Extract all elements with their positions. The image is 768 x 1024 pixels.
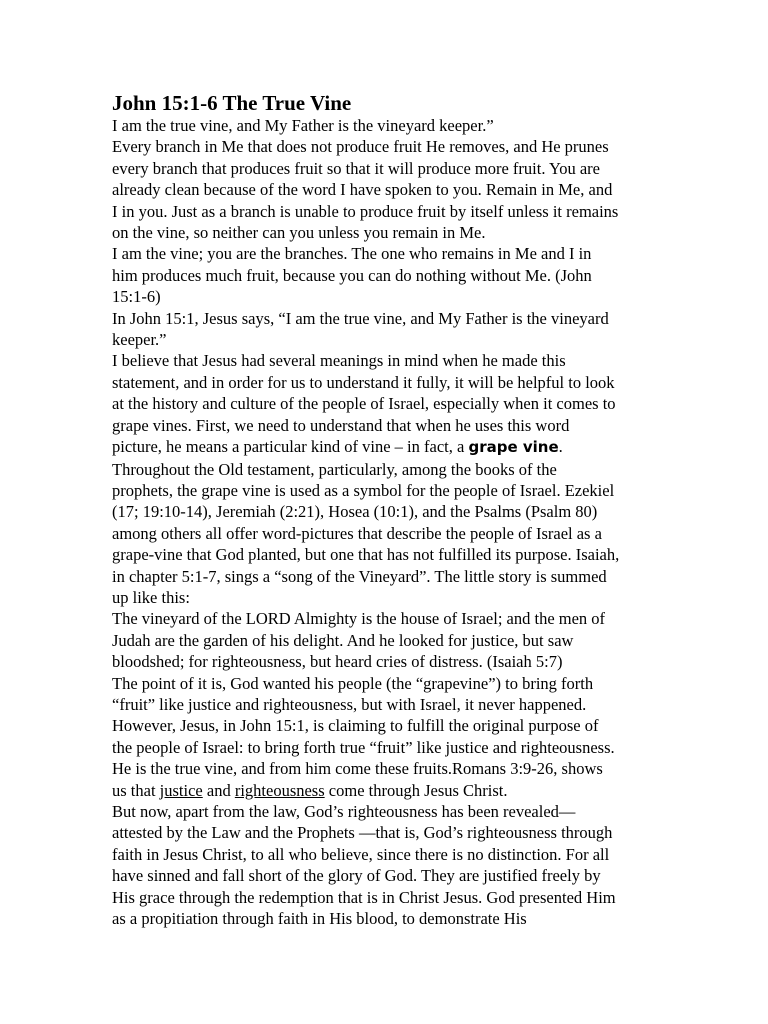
text-line: grape-vine that God planted, but one that has not fulfilled its purpose. Isaiah, [112,545,620,565]
paragraph-4 [112,308,672,351]
text-line: 15:1-6) [112,287,161,307]
text-line: in chapter 5:1-7, sings a “song of the Vineyard”. The little story is summed [112,566,607,586]
text-line: already clean because of the word I have spoken to you. Remain in Me, and [112,180,613,200]
text-line: statement, and in order for us to understand it fully, it will be helpful to look [112,372,615,392]
text-line: grape vines. First, we need to understand that when he uses this word [112,415,570,435]
text-line: as a propitiation through faith in His blood, to demonstrate His [112,909,527,929]
text-fragment: us that [112,780,160,800]
text-line: at the history and culture of the people of Israel, especially when it comes to [112,394,616,414]
text-line: on the vine, so neither can you unless you remain in Me. [112,223,486,243]
text-line [112,436,672,458]
text-line: I in you. Just as a branch is unable to produce fruit by itself unless it remains [112,201,619,221]
paragraph-7-quote [112,608,672,672]
righteousness-link[interactable]: righteousness [234,780,325,800]
text-fragment: picture, he means a particular kind of vine – in fact, a [112,437,469,457]
text-line: However, Jesus, in John 15:1, is claiming to fulfill the original purpose of [112,716,599,736]
text-line: But now, apart from the law, God’s righteousness has been revealed— [112,802,576,821]
text-line: “fruit” like justice and righteousness, but with Israel, it never happened. [112,694,587,714]
text-line: have sinned and fall short of the glory of God. They are justified freely by [112,866,601,886]
text-line: keeper.” [112,330,167,350]
text-line: attested by the Law and the Prophets —that is, God’s righteousness through [112,823,613,843]
text-fragment: . [558,437,563,457]
paragraph-8 [112,673,672,801]
bold-term: grape vine [468,438,559,457]
text-line: He is the true vine, and from him come these fruits.Romans 3:9-26, shows [112,759,603,779]
text-line: I believe that Jesus had several meanings in mind when he made this [112,351,566,371]
text-line: him produces much fruit, because you can do nothing without Me. (John [112,265,592,285]
text-line: His grace through the redemption that is in Christ Jesus. God presented Him [112,887,616,907]
text-line: bloodshed; for righteousness, but heard cries of distress. (Isaiah 5:7) [112,652,563,672]
text-line: In John 15:1, Jesus says, “I am the true vine, and My Father is the vineyard [112,308,609,328]
text-line: (17; 19:10-14), Jeremiah (2:21), Hosea (10:1), and the Psalms (Psalm 80) [112,502,598,522]
text-line: prophets, the grape vine is used as a symbol for the people of Israel. Ezekiel [112,480,615,500]
text-line: The point of it is, God wanted his people (the “grapevine”) to bring forth [112,673,594,693]
document-body [112,91,672,929]
text-line [112,780,672,801]
text-line: The vineyard of the LORD Almighty is the house of Israel; and the men of [112,609,606,629]
paragraph-1 [112,115,672,136]
text-line: every branch that produces fruit so that it will produce more fruit. You are [112,158,600,178]
paragraph-2 [112,136,672,243]
paragraph-5 [112,350,672,458]
text-line: among others all offer word-pictures that describe the people of Israel as a [112,523,602,543]
text-line: Every branch in Me that does not produce fruit He removes, and He prunes [112,137,609,157]
paragraph-6 [112,459,672,609]
page-title: John 15:1-6 The True Vine [112,91,352,115]
text-line: Judah are the garden of his delight. And he looked for justice, but saw [112,630,574,650]
text-line: I am the vine; you are the branches. The one who remains in Me and I in [112,244,592,264]
text-line: Throughout the Old testament, particularly, among the books of the [112,459,557,479]
paragraph-3 [112,243,672,307]
text-line: faith in Jesus Christ, to all who believe, since there is no distinction. For all [112,844,610,864]
justice-link[interactable]: justice [159,780,203,800]
paragraph-9 [112,801,672,929]
text-line: I am the true vine, and My Father is the vineyard keeper.” [112,116,494,135]
text-line: up like this: [112,587,190,607]
text-fragment: and [202,780,235,800]
text-fragment: come through Jesus Christ. [324,780,508,800]
text-line: the people of Israel: to bring forth true “fruit” like justice and righteousness. [112,737,615,757]
